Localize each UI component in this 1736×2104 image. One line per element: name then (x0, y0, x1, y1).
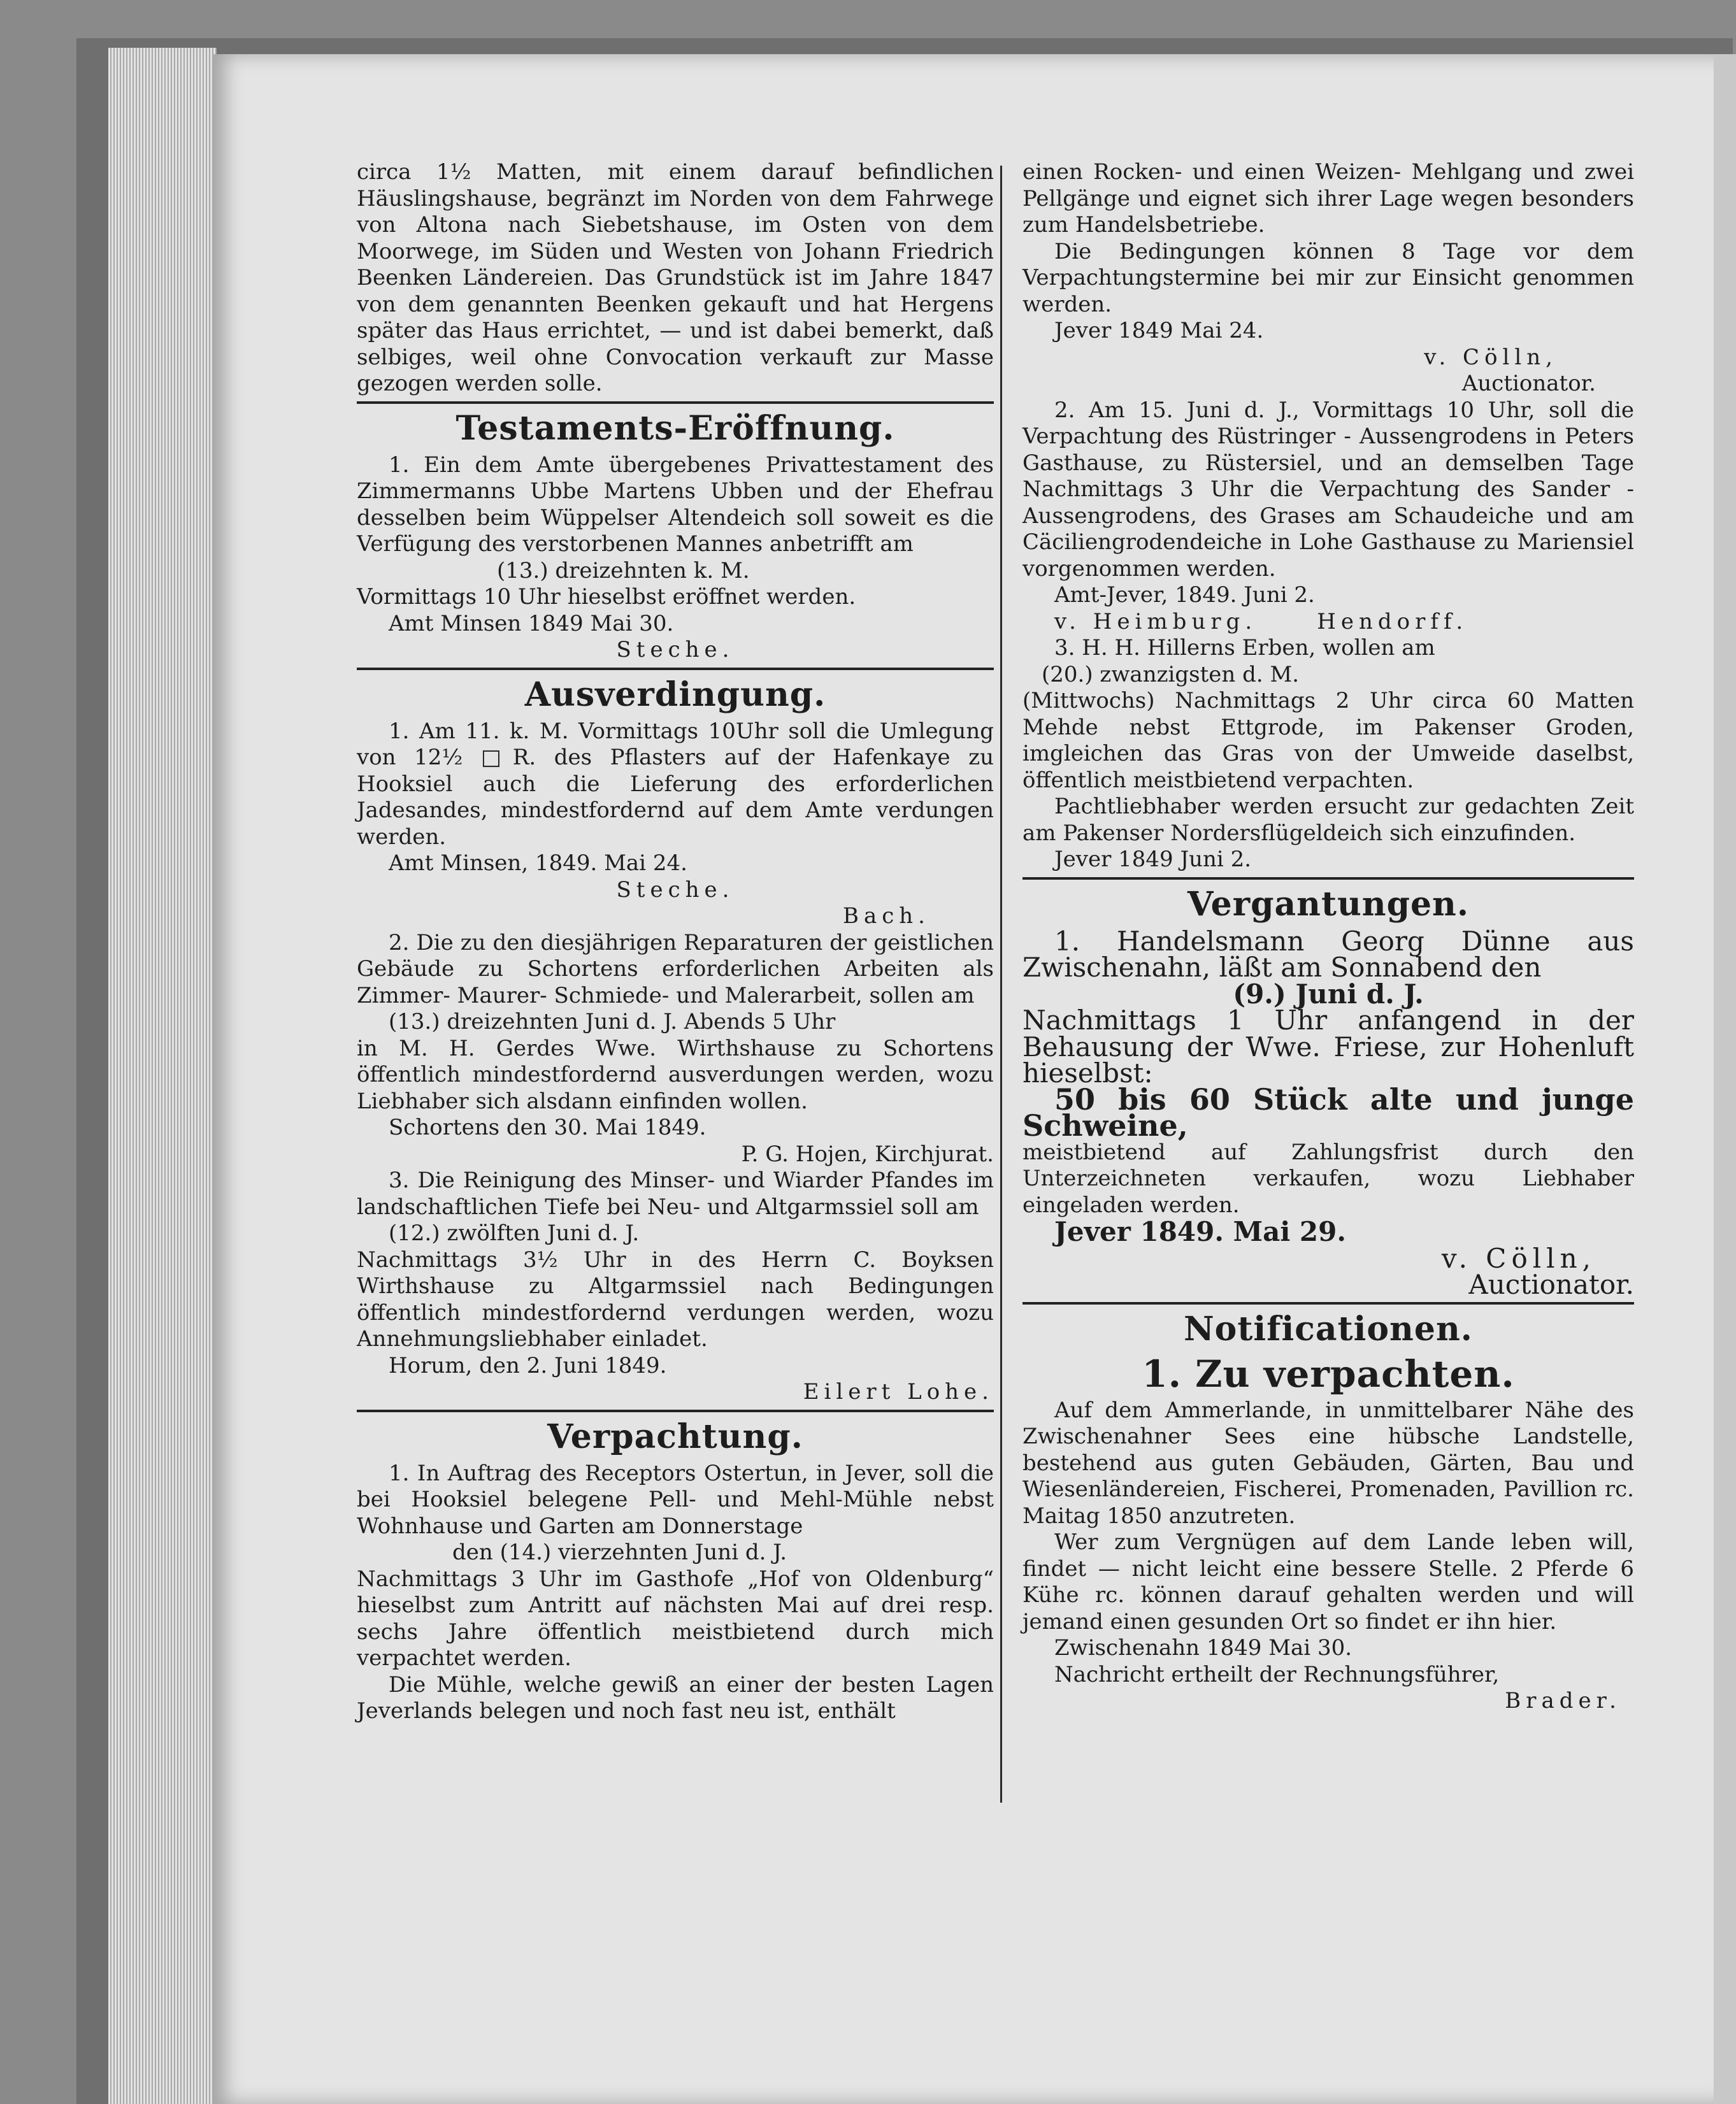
section-rule (1022, 877, 1634, 880)
section-rule (357, 1410, 994, 1412)
testament-date: (13.) dreizehnten k. M. (497, 557, 750, 583)
verpachtung-mill: Die Mühle, welche gewiß an einer der besten Lagen Jeverlands belegen und noch fast neu ist, enthält (357, 1671, 994, 1724)
ausverdingung-item-2: 2. Die zu den diesjährigen Reparaturen der geistlichen Gebäude zu Schortens erforderlichen Arbeiten als Zimmer- Maurer- Schmiede- und Malerarbeit, sollen am (357, 929, 994, 1008)
item-3-cont: (Mittwochs) Nachmittags 2 Uhr circa 60 Matten Mehde nebst Ettgrode, im Pakenser Groden, imgleichen das Gras von der Umweide daselbst, öffentlich meistbietend verpachten. (1022, 688, 1634, 793)
right-column (1022, 159, 1634, 1715)
item-2-signer: v. Heimburg. Hendorff. (1054, 608, 1468, 634)
vergantungen-line-3: meistbietend auf Zahlungsfrist durch den Unterzeichneten verkaufen, wozu Liebhaber eingeladen werden. (1022, 1139, 1634, 1218)
item-2-text: 2. Am 15. Juni d. J., Vormittags 10 Uhr, soll die Verpachtung des Rüstringer - Aussengrodens in Peters Gasthause, zu Rüstersiel, und an demselben Tage Nachmittags 3 Uhr die Verpachtung des Sander - Aussengrodens, des Grases am Schaudeiche und am Cäciliengrodendeiche in Lohe Gasthause zu Mariensiel vorgenommen werden. (1022, 397, 1634, 582)
continued-signer: v. Cölln, (1424, 344, 1558, 370)
section-rule (357, 668, 994, 670)
testament-place: Amt Minsen 1849 Mai 30. (389, 610, 674, 636)
item-3-cont-2: Pachtliebhaber werden ersucht zur gedachten Zeit am Pakenser Nordersflügeldeich sich einzufinden. (1022, 794, 1634, 846)
verpachtung-date: den (14.) vierzehnten Juni d. J. (452, 1540, 787, 1565)
notificationen-place: Zwischenahn 1849 Mai 30. (1054, 1635, 1352, 1661)
ausverdingung-item-3-cont: Nachmittags 3½ Uhr in des Herrn C. Boyksen Wirthshause zu Altgarmssiel nach Bedingungen öffentlich mindestfordernd verdungen werden, wozu Annehmungsliebhaber einladet. (357, 1247, 994, 1352)
vergantungen-place: Jever 1849. Mai 29. (1054, 1216, 1346, 1247)
verpachtung-text: 1. In Auftrag des Receptors Ostertun, in Jever, soll die bei Hooksiel belegene Pell- und Mehl-Mühle nebst Wohnhause und Garten am Donnerstage (357, 1460, 994, 1539)
vergantungen-date: (9.) Juni d. J. (1233, 978, 1424, 1010)
testament-heading: Testaments-Eröffnung. (456, 408, 895, 448)
notificationen-heading: Notificationen. (1184, 1309, 1473, 1349)
vergantungen-heading: Vergantungen. (1187, 884, 1469, 924)
ausverdingung-item-2-cont: in M. H. Gerdes Wwe. Wirthshause zu Schortens öffentlich mindestfordernd ausverdungen werden, wozu Liebhaber sich alsdann einfinden wollen. (357, 1035, 994, 1114)
ausverdingung-item-1: 1. Am 11. k. M. Vormittags 10Uhr soll die Umlegung von 12½ □R. des Pflasters auf der Hafenkaye zu Hooksiel auch die Lieferung des erforderlichen Jadesandes, mindestfordernd auf dem Amte verdungen werden. (357, 718, 994, 850)
vergantungen-pigs: 50 bis 60 Stück alte und junge Schweine, (1022, 1082, 1634, 1143)
testament-signer: Steche. (616, 637, 735, 662)
vergantungen-line-1: 1. Handelsmann Georg Dünne aus Zwischenahn, läßt am Sonnabend den (1022, 925, 1634, 983)
item-2-place: Amt-Jever, 1849. Juni 2. (1054, 582, 1315, 608)
vergantungen-signer-title: Auctionator. (1468, 1269, 1634, 1300)
verpachtung-cont: Nachmittags 3 Uhr im Gasthofe „Hof von Oldenburg“ hieselbst zum Antritt auf nächsten Mai auf drei resp. sechs Jahre öffentlich meistbietend durch mich verpachtet werden. (357, 1566, 994, 1671)
notificationen-text-2: Wer zum Vergnügen auf dem Lande leben will, findet — nicht leicht eine bessere Stelle. 2 Pferde 6 Kühe rc. können darauf gehalten werden und will jemand einen gesunden Ort so findet er ihn hier. (1022, 1529, 1634, 1635)
intro-paragraph: circa 1½ Matten, mit einem darauf befindlichen Häuslingshause, begränzt im Norden von dem Fahrwege von Altona nach Siebetshause, im Osten von dem Moorwege, im Süden und Westen von Johann Friedrich Beenken Ländereien. Das Grundstück ist im Jahre 1847 von dem genannten Beenken gekauft und hat Hergens später das Haus errichtet, — und ist dabei bemerkt, daß selbiges, weil ohne Convocation verkauft zur Masse gezogen werden solle. (357, 159, 994, 396)
ausverdingung-item-2-place: Schortens den 30. Mai 1849. (389, 1115, 707, 1140)
continued-text-1: einen Rocken- und einen Weizen- Mehlgang und zwei Pellgänge und eignet sich ihrer Lage wegen besonders zum Handelsbetriebe. (1022, 159, 1634, 238)
vergantungen-line-2: Nachmittags 1 Uhr anfangend in der Behausung der Wwe. Friese, zur Hohenluft hieselbst: (1022, 1005, 1634, 1089)
ausverdingung-heading: Ausverdingung. (524, 675, 826, 714)
section-rule (357, 401, 994, 404)
continued-text-2: Die Bedingungen können 8 Tage vor dem Verpachtungstermine bei mir zur Einsicht genommen werden. (1022, 238, 1634, 317)
ausverdingung-item-1-signer-2: Bach. (842, 903, 930, 929)
item-3-date: (20.) zwanzigsten d. M. (1042, 661, 1300, 687)
ausverdingung-item-1-signer: Steche. (616, 877, 735, 903)
testament-time: Vormittags 10 Uhr hieselbst eröffnet werden. (357, 584, 856, 610)
continued-signer-title: Auctionator. (1461, 371, 1596, 396)
page-edges (108, 48, 217, 2104)
continued-place: Jever 1849 Mai 24. (1054, 318, 1264, 343)
notificationen-text-1: Auf dem Ammerlande, in unmittelbarer Nähe des Zwischenahner Sees eine hübsche Landstelle, bestehend aus guten Gebäuden, Gärten, Bau und Wiesenländereien, Fischerei, Promenaden, Pavillion rc. Maitag 1850 anzutreten. (1022, 1397, 1634, 1529)
ausverdingung-item-2-signer: P. G. Hojen, Kirchjurat. (741, 1141, 994, 1167)
ausverdingung-item-3-date: (12.) zwölften Juni d. J. (389, 1220, 640, 1246)
item-3-place: Jever 1849 Juni 2. (1054, 847, 1252, 872)
ausverdingung-item-3-signer: Eilert Lohe. (803, 1379, 994, 1405)
section-rule (1022, 1302, 1634, 1305)
ausverdingung-item-3: 3. Die Reinigung des Minser- und Wiarder Pfandes im landschaftlichen Tiefe bei Neu- und Altgarmssiel soll am (357, 1168, 994, 1220)
ausverdingung-item-2-date: (13.) dreizehnten Juni d. J. Abends 5 Uhr (389, 1009, 836, 1034)
notificationen-subheading: 1. Zu verpachten. (1142, 1352, 1515, 1396)
left-column (357, 159, 994, 1725)
verpachtung-heading: Verpachtung. (547, 1417, 803, 1456)
column-divider (1000, 166, 1002, 1803)
vergantungen-signer: v. Cölln, (1441, 1242, 1596, 1274)
item-3-text: 3. H. H. Hillerns Erben, wollen am (1054, 635, 1435, 661)
notificationen-info: Nachricht ertheilt der Rechnungsführer, (1054, 1661, 1500, 1687)
ausverdingung-item-1-place: Amt Minsen, 1849. Mai 24. (389, 850, 687, 876)
page-right-edge (1714, 54, 1736, 2104)
notificationen-signer: Brader. (1505, 1688, 1621, 1714)
testament-text: 1. Ein dem Amte übergebenes Privattestament des Zimmermanns Ubbe Martens Ubben und der Ehefrau desselben beim Wüppelser Altendeich soll soweit es die Verfügung des verstorbenen Mannes anbetrifft am (357, 452, 994, 557)
ausverdingung-item-3-place: Horum, den 2. Juni 1849. (389, 1352, 667, 1378)
